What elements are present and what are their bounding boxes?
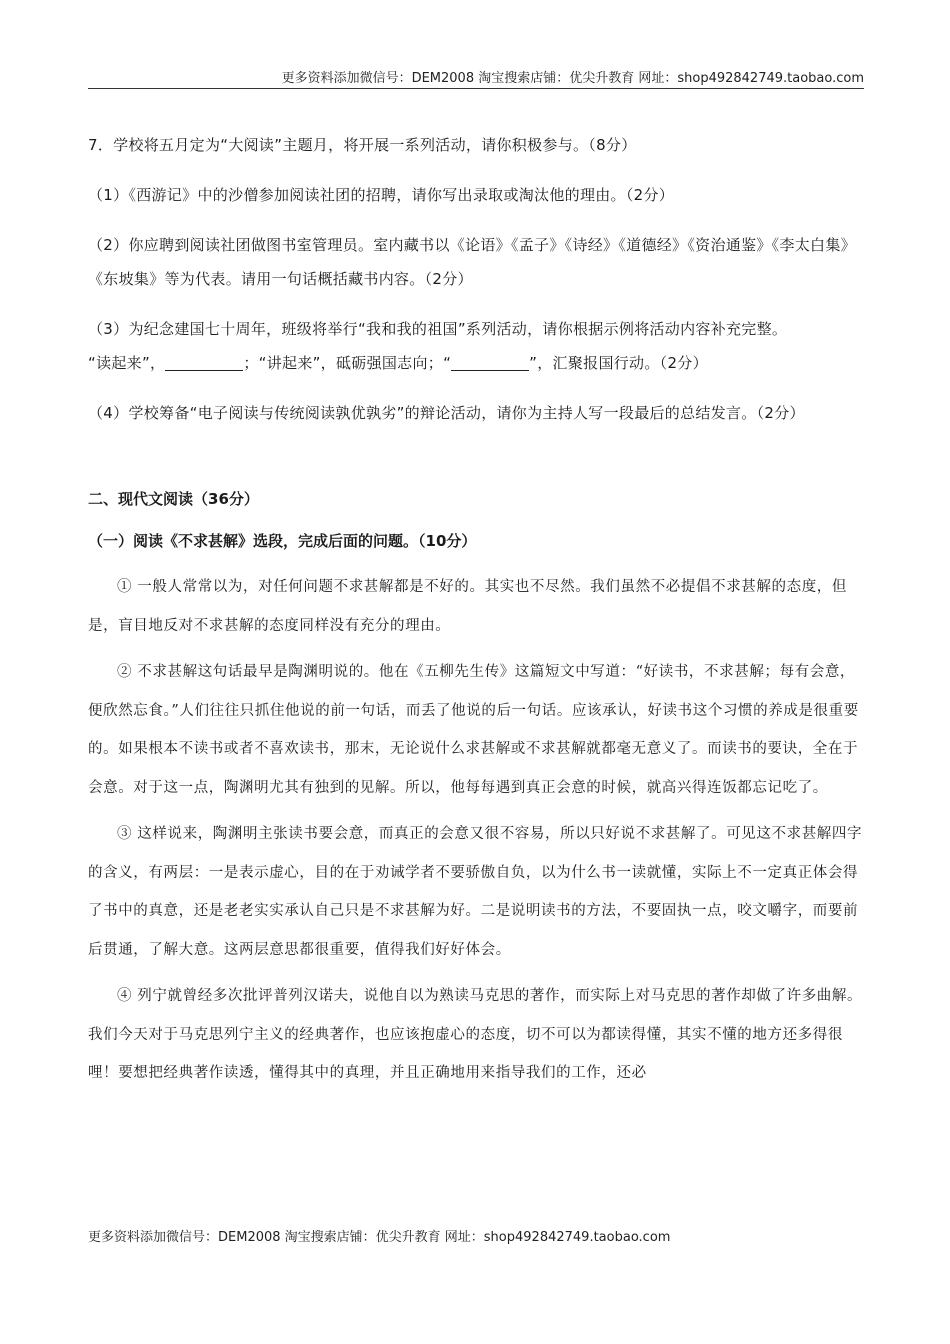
question-7-title: 7．学校将五月定为“大阅读”主题月，将开展一系列活动，请你积极参与。（8分） xyxy=(88,136,637,154)
passage-paragraph-2: ② 不求甚解这句话最早是陶渊明说的。他在《五柳先生传》这篇短文中写道：“好读书，不求甚解；每有会意，便欣然忘食。”人们往往只抓住他说的前一句话，而丢了他说的后一句话。应该承认，好读书这个习惯的养成是很重要的。如果根本不读书或者不喜欢读书，那末，无论说什么求甚解或不求甚解就都毫无意义了。而读书的要诀，全在于会意。对于这一点，陶渊明尤其有独到的见解。所以，他每每遇到真正会意的时候，就高兴得连饭都忘记吃了。 xyxy=(88,664,859,796)
question-7-sub-1: （1）《西游记》中的沙僧参加阅读社团的招聘，请你写出录取或淘汰他的理由。（2分） xyxy=(88,186,675,204)
passage-paragraph-4: ④ 列宁就曾经多次批评普列汉诺夫，说他自以为熟读马克思的著作，而实际上对马克思的著作却做了许多曲解。我们今天对于马克思列宁主义的经典著作，也应该抱虚心的态度，切不可以为都读得懂，其实不懂的地方还多得很哩！要想把经典著作读透，懂得其中的真理，并且正确地用来指导我们的工作，还必 xyxy=(88,988,863,1081)
fill-text-1: “读起来”， xyxy=(88,354,166,372)
header-divider xyxy=(88,88,864,89)
document-body xyxy=(88,128,864,1101)
fill-text-2: ；“讲起来”，砥砺强国志向；“ xyxy=(243,354,452,372)
question-7-sub-4: （4）学校筹备“电子阅读与传统阅读孰优孰劣”的辩论活动，请你为主持人写一段最后的总结发言。（2分） xyxy=(88,404,805,422)
page-header: 更多资料添加微信号：DEM2008 淘宝搜索店铺：优尖升教育 网址：shop492842749.taobao.com xyxy=(281,71,864,86)
page-footer: 更多资料添加微信号：DEM2008 淘宝搜索店铺：优尖升教育 网址：shop492842749.taobao.com xyxy=(88,1230,671,1245)
section-2-title: 二、现代文阅读（36分） xyxy=(88,490,259,508)
fill-text-3: ”，汇聚报国行动。（2分） xyxy=(529,354,708,372)
question-7-sub-3: （3）为纪念建国七十周年，班级将举行“我和我的祖国”系列活动，请你根据示例将活动内容补充完整。 xyxy=(88,320,788,338)
passage-paragraph-1: ① 一般人常常以为，对任何问题不求甚解都是不好的。其实也不尽然。我们虽然不必提倡不求甚解的态度，但是，盲目地反对不求甚解的态度同样没有充分的理由。 xyxy=(88,579,848,634)
section-2-part-1-title: （一）阅读《不求甚解》选段，完成后面的问题。（10分） xyxy=(88,532,477,550)
fill-blank-2 xyxy=(451,352,529,371)
question-7-sub-2: （2）你应聘到阅读社团做图书室管理员。室内藏书以《论语》《孟子》《诗经》《道德经》《资治通鉴》《李太白集》《东坡集》等为代表。请用一句话概括藏书内容。（2分） xyxy=(88,236,856,288)
fill-blank-1 xyxy=(165,352,243,371)
passage-paragraph-3: ③ 这样说来，陶渊明主张读书要会意，而真正的会意又很不容易，所以只好说不求甚解了。可见这不求甚解四字的含义，有两层：一是表示虚心，目的在于劝诫学者不要骄傲自负，以为什么书一读就懂，实际上不一定真正体会得了书中的真意，还是老老实实承认自己只是不求甚解为好。二是说明读书的方法，不要固执一点，咬文嚼字，而要前后贯通，了解大意。这两层意思都很重要，值得我们好好体会。 xyxy=(88,826,863,958)
question-7-sub-3-fill xyxy=(88,346,864,380)
section-spacer xyxy=(88,430,864,482)
